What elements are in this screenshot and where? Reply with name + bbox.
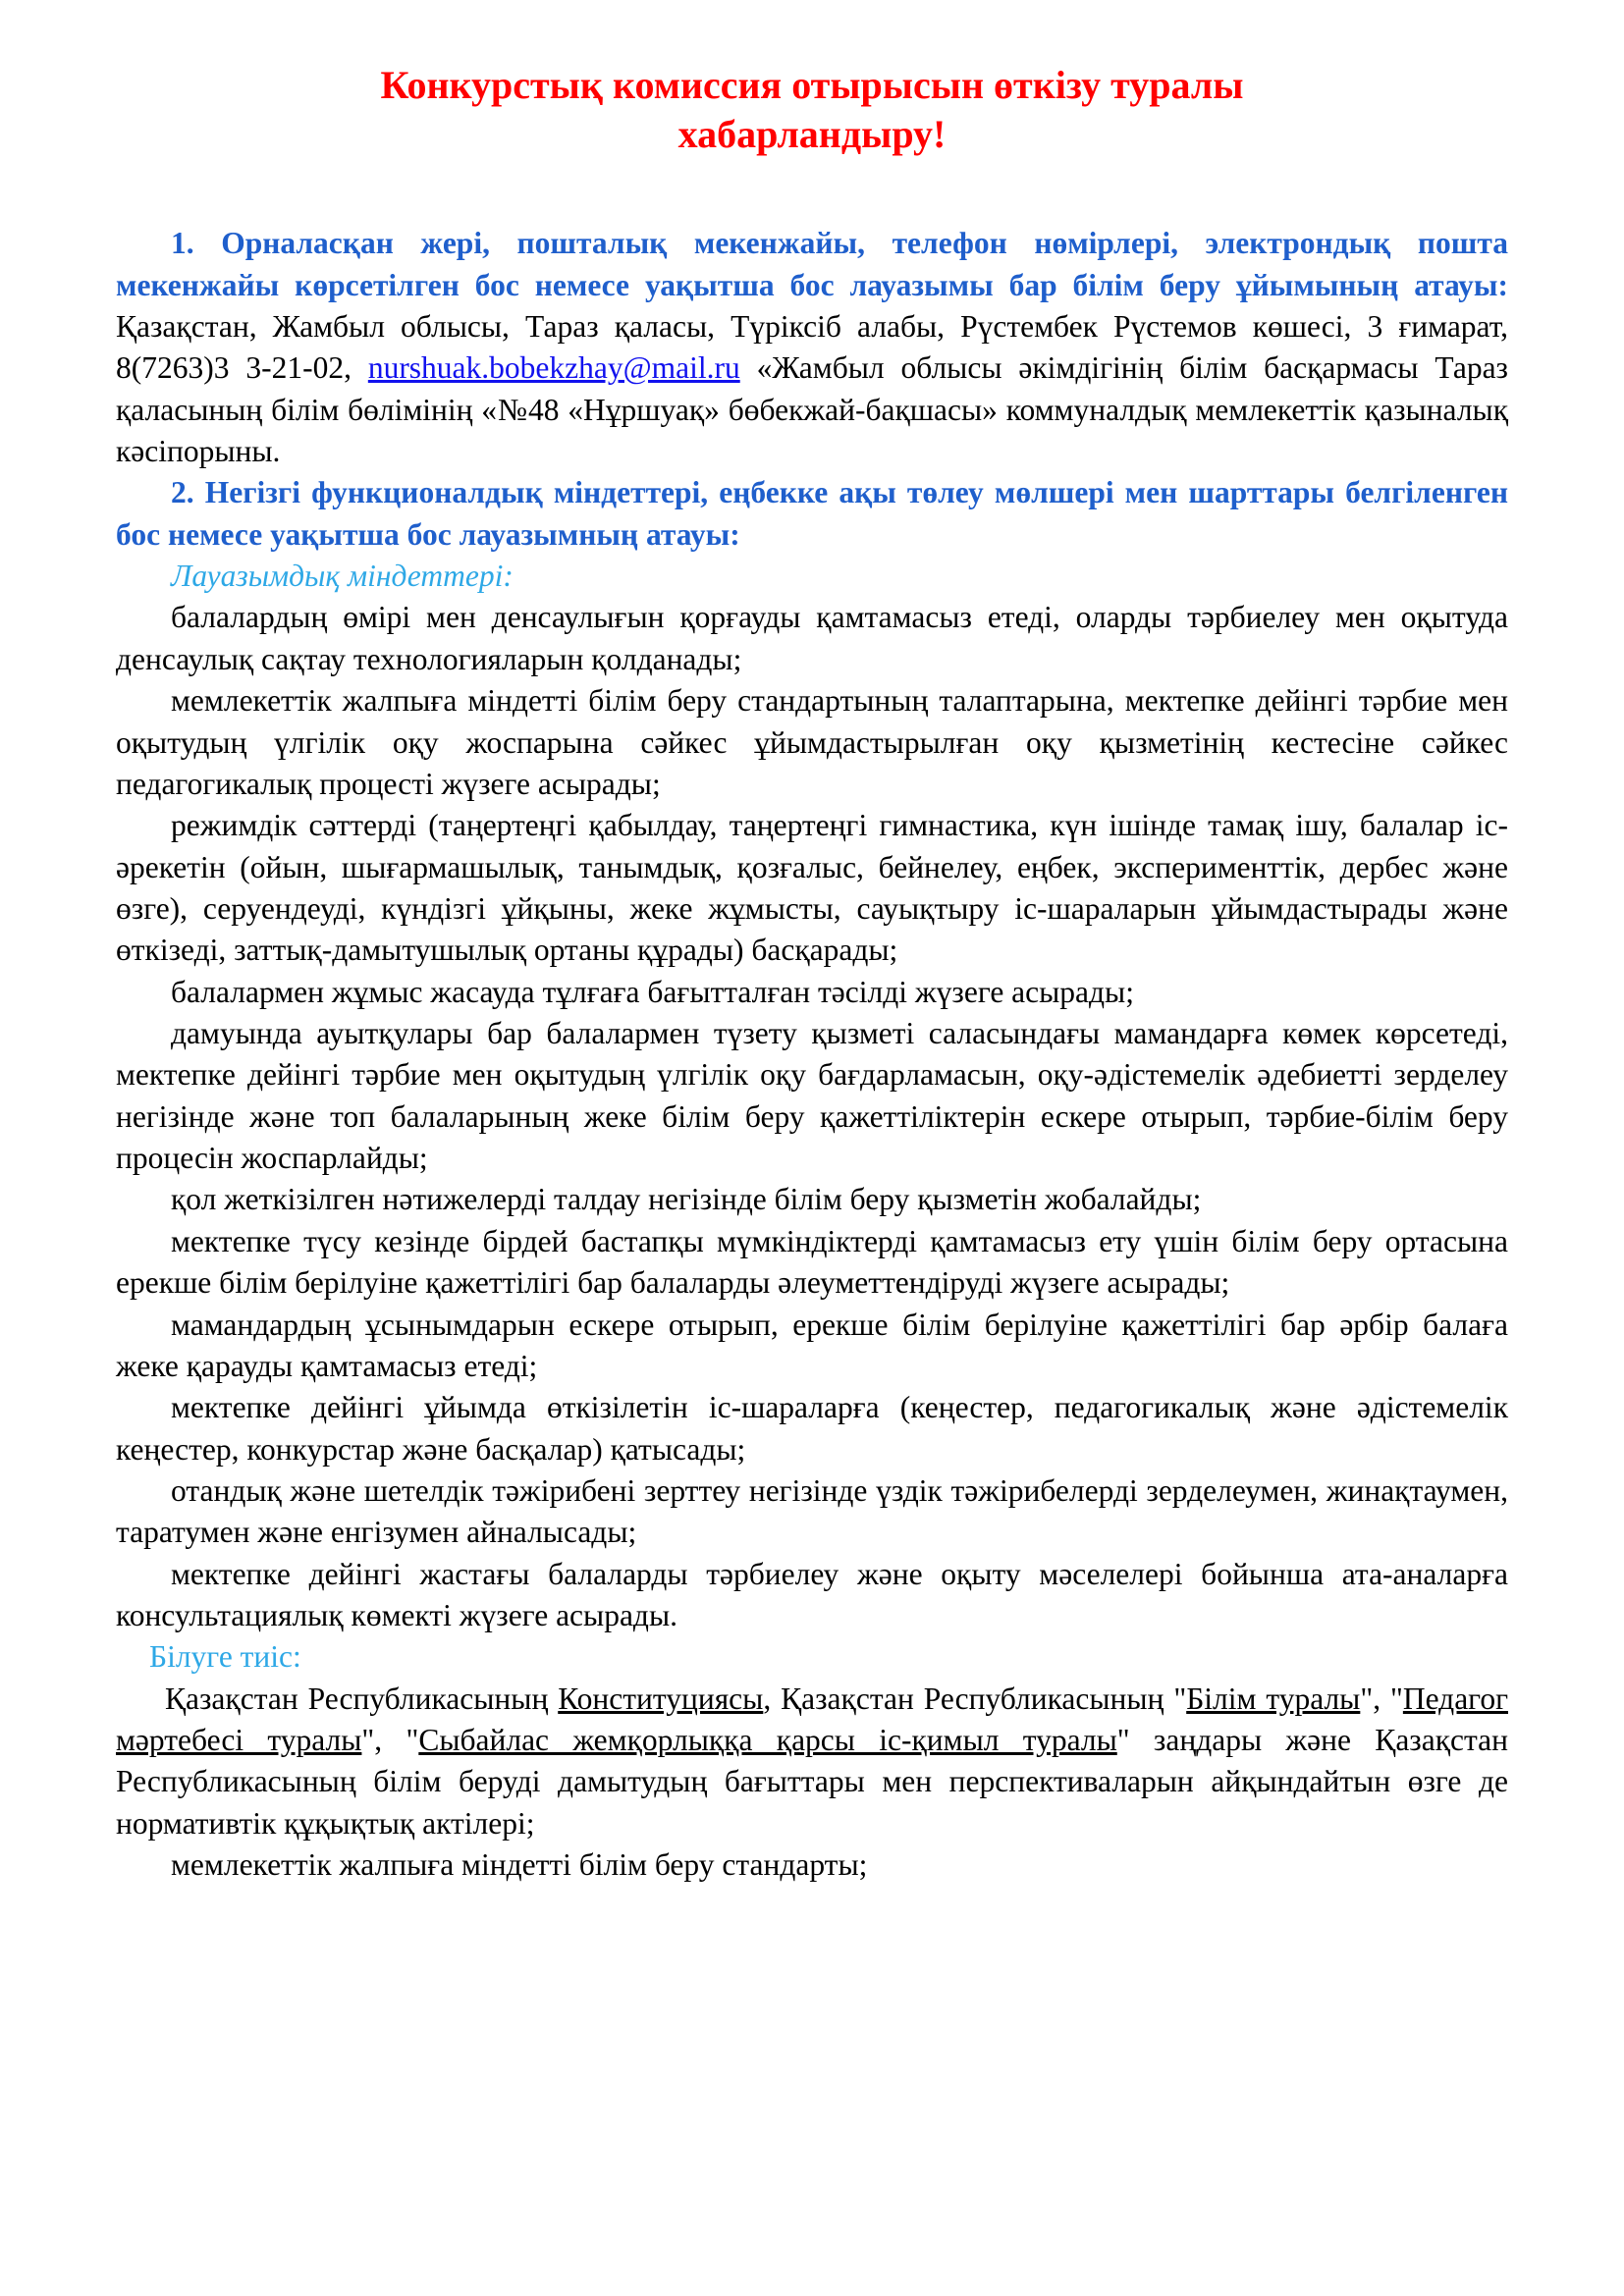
law-link-teacher-status[interactable]: Педагог мәртебесі туралы [116, 1681, 1508, 1758]
duty-item: режимдік сәттерді (таңертеңгі қабылдау, таңертеңгі гимнастика, күн ішінде тамақ ішу, балалар іс-әрекетін (ойын, шығармашылық, танымдық, қозғалыс, бейнелеу, еңбек, эксперименттік, дербес және өзге), серуендеуді, күндізгі ұйқыны, жеке жұмысты, сауықтыру іс-шараларын ұйымдастырады және өткізеді, заттық-дамытушылық ортаны құрады) басқарады; [116, 808, 1508, 968]
section-2-heading: 2. Негізгі функционалдық міндеттері, еңбекке ақы төлеу мөлшері мен шарттары белгіленген бос немесе уақытша бос лауазымның атауы: [116, 475, 1508, 552]
duty-item: мектепке дейінгі жастағы балаларды тәрбиелеу және оқыту мәселелері бойынша ата-аналарға консультациялық көмекті жүзеге асырады. [116, 1556, 1508, 1633]
page-title-line-1: Конкурстық комиссия отырысын өткізу туралы [380, 63, 1244, 107]
duty-item: мамандардың ұсынымдарын ескере отырып, ерекше білім берілуіне қажеттілігі бар әрбір балаға жеке қарауды қамтамасыз етеді; [116, 1307, 1508, 1383]
page-title-line-2: хабарландыру! [677, 111, 947, 156]
duty-item: балалардың өмірі мен денсаулығын қорғауды қамтамасыз етеді, оларды тәрбиелеу мен оқытуда денсаулық сақтау технологияларын қолданады; [116, 600, 1508, 676]
knowledge-item-standard: мемлекеттік жалпыға міндетті білім беру стандарты; [171, 1847, 868, 1883]
knowledge-text-4: ", " [361, 1723, 419, 1758]
duty-item: мемлекеттік жалпыға міндетті білім беру стандартының талаптарына, мектепке дейінгі тәрбие мен оқытудың үлгілік оқу жоспарына сәйкес ұйымдастырылған оқу қызметінің кестесіне сәйкес педагогикалық процесті жүзеге асырады; [116, 683, 1508, 801]
law-link-constitution[interactable]: Конституциясы [558, 1681, 764, 1716]
duty-item: қол жеткізілген нәтижелерді талдау негізінде білім беру қызметін жобалайды; [171, 1182, 1202, 1217]
duty-item: балалармен жұмыс жасауда тұлғаға бағытталған тәсілді жүзеге асырады; [171, 974, 1134, 1009]
knowledge-text-1: Қазақстан Республикасының [165, 1681, 559, 1716]
email-link[interactable]: nurshuak.bobekzhay@mail.ru [367, 350, 740, 386]
knowledge-text-3: ", " [1360, 1681, 1403, 1716]
duty-item: мектепке түсу кезінде бірдей бастапқы мүмкіндіктерді қамтамасыз ету үшін білім беру ортасына ерекше білім берілуіне қажеттілігі бар балаларды әлеуметтендіруді жүзеге асырады; [116, 1223, 1508, 1301]
subheading-duties: Лауазымдық міндеттері: [171, 559, 514, 594]
page-title [116, 61, 1508, 158]
duty-item: дамуында ауытқулары бар балалармен түзету қызметі саласындағы мамандарға көмек көрсетеді, мектепке дейінгі тәрбие мен оқытудың үлгілік оқу бағдарламасын, оқу-әдістемелік әдебиетті зерделеу негізінде және топ балаларының жеке білім беру қажеттіліктерін ескере отырып, тәрбие-білім беру процесін жоспарлайды; [116, 1016, 1508, 1176]
knowledge-text-5: " заңдары және Қазақстан Республикасының білім беруді дамытудың бағыттары мен перспективаларын айқындайтын өзге де нормативтік құқықтық актілері; [116, 1723, 1508, 1841]
duty-item: мектепке дейінгі ұйымда өткізілетін іс-шараларға (кеңестер, педагогикалық және әдістемелік кеңестер, конкурстар және басқалар) қатысады; [116, 1390, 1508, 1467]
knowledge-text-2: , Қазақстан Республикасының " [763, 1681, 1187, 1716]
title-spacer [116, 158, 1508, 223]
section-1-heading: 1. Орналасқан жері, пошталық мекенжайы, телефон нөмірлері, электрондық пошта мекенжайы көрсетілген бос немесе уақытша бос лауазымы бар білім беру ұйымының атауы: [116, 226, 1508, 302]
duty-item: отандық және шетелдік тәжірибені зерттеу негізінде үздік тәжірибелерді зерделеумен, жинақтаумен, таратумен және енгізумен айналысады; [116, 1472, 1508, 1550]
section-1-organization: «Жамбыл облысы әкімдігінің білім басқармасы Тараз қаласының білім бөлімінің «№48 «Нұршуақ» бөбекжай-бақшасы» коммуналдық мемлекеттік қазыналық кәсіпорыны. [116, 350, 1508, 468]
law-link-education[interactable]: Білім туралы [1186, 1681, 1361, 1716]
knowledge-item-laws [116, 1679, 1508, 1844]
subheading-knowledge: Білуге тиіс: [149, 1639, 301, 1675]
section-1-paragraph [116, 223, 1508, 472]
law-link-anticorruption[interactable]: Сыбайлас жемқорлыққа қарсы іс-қимыл туралы [418, 1723, 1117, 1758]
section-1-address: Қазақстан, Жамбыл облысы, Тараз қаласы, Түріксіб алабы, Рүстембек Рүстемов көшесі, 3 ғимарат, 8(7263)3 3-21-02, [116, 308, 1508, 386]
